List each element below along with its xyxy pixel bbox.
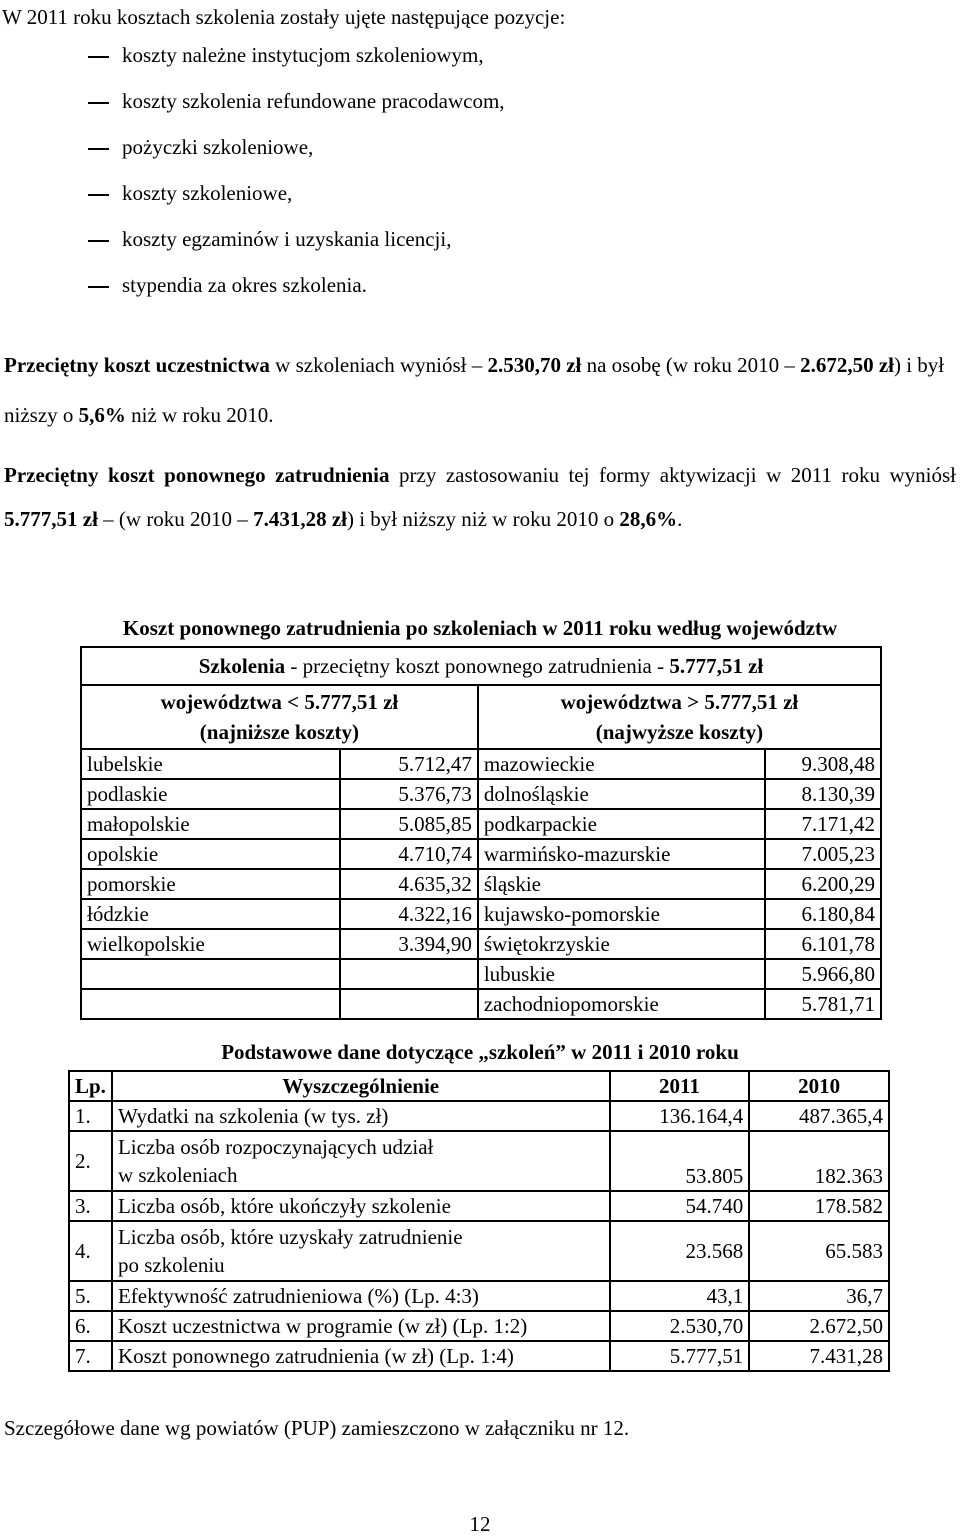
label-line: po szkoleniu [117, 1253, 225, 1277]
value-2010: 7.431,28 [749, 1341, 889, 1371]
voivodeship-name: lubuskie [478, 959, 765, 989]
cost-value: 7.005,23 [765, 839, 881, 869]
voivodeship-cost-table [80, 646, 882, 1020]
list-item: koszty szkoleniowe, [88, 178, 505, 224]
voivodeship-name: dolnośląskie [478, 779, 765, 809]
bold-text: 5.777,51 zł [669, 654, 764, 678]
table-header-row [81, 647, 881, 685]
value-2010: 178.582 [749, 1191, 889, 1221]
voivodeship-name: małopolskie [81, 809, 340, 839]
cost-value: 5.376,73 [340, 779, 478, 809]
table-row [69, 1131, 889, 1191]
voivodeship-name [81, 959, 340, 989]
text: - przeciętny koszt ponownego zatrudnienia - [285, 654, 670, 678]
value-2011: 53.805 [610, 1131, 750, 1191]
bold-text: 5.777,51 zł [4, 507, 98, 531]
column-header-2010: 2010 [749, 1071, 889, 1101]
header-line: województwa > 5.777,51 zł [560, 690, 799, 714]
label-line: Liczba osób rozpoczynających udział [117, 1135, 434, 1159]
voivodeship-name: śląskie [478, 869, 765, 899]
footnote: Szczegółowe dane wg powiatów (PUP) zamieszczono w załączniku nr 12. [4, 1416, 630, 1440]
bold-text: Przeciętny koszt ponownego zatrudnienia [4, 463, 390, 487]
text: – (w roku 2010 – [97, 507, 254, 531]
bold-text: 5,6% [78, 403, 126, 427]
value-2011: 43,1 [610, 1281, 750, 1311]
voivodeship-name: lubelskie [81, 749, 340, 779]
participation-cost-paragraph [4, 340, 956, 440]
column-header-2011: 2011 [610, 1071, 750, 1101]
voivodeship-name: podkarpackie [478, 809, 765, 839]
basic-data-table-title: Podstawowe dane dotyczące „szkoleń” w 2011 i 2010 roku [221, 1040, 739, 1064]
value-2010: 65.583 [749, 1221, 889, 1281]
row-number: 3. [69, 1191, 112, 1221]
table-row [81, 899, 881, 929]
cost-value: 6.200,29 [765, 869, 881, 899]
voivodeship-name: podlaskie [81, 779, 340, 809]
row-label [112, 1221, 610, 1281]
header-line: (najniższe koszty) [199, 720, 360, 744]
row-number: 4. [69, 1221, 112, 1281]
column-header-lp: Lp. [69, 1071, 112, 1101]
table-row [69, 1281, 889, 1311]
voivodeship-name: warmińsko-mazurskie [478, 839, 765, 869]
table-header-cell [81, 647, 881, 685]
voivodeship-name: świętokrzyskie [478, 929, 765, 959]
voivodeship-name: pomorskie [81, 869, 340, 899]
table-header-row [69, 1071, 889, 1101]
bold-text: 2.672,50 zł [800, 353, 894, 377]
column-header-description: Wyszczególnienie [112, 1071, 610, 1101]
intro-text: W 2011 roku kosztach szkolenia zostały ujęte następujące pozycje: [2, 5, 566, 29]
voivodeship-name: zachodniopomorskie [478, 989, 765, 1019]
text: ) i był niższy o [4, 353, 945, 427]
cost-items-list [88, 40, 505, 316]
cost-value [340, 989, 478, 1019]
cost-value: 5.085,85 [340, 809, 478, 839]
cost-value: 5.966,80 [765, 959, 881, 989]
cost-value [340, 959, 478, 989]
voivodeship-table-title: Koszt ponownego zatrudnienia po szkoleniach w 2011 roku według województw [122, 616, 838, 640]
value-2010: 182.363 [749, 1131, 889, 1191]
value-2011: 23.568 [610, 1221, 750, 1281]
table-row [81, 779, 881, 809]
row-label: Koszt ponownego zatrudnienia (w zł) (Lp. 1:4) [112, 1341, 610, 1371]
text: na osobę (w roku 2010 – [581, 353, 801, 377]
table-row [81, 989, 881, 1019]
header-line: województwa < 5.777,51 zł [160, 690, 399, 714]
voivodeship-name [81, 989, 340, 1019]
cost-value: 6.101,78 [765, 929, 881, 959]
list-item: pożyczki szkoleniowe, [88, 132, 505, 178]
table-row [81, 959, 881, 989]
row-number: 5. [69, 1281, 112, 1311]
list-item: stypendia za okres szkolenia. [88, 270, 505, 316]
value-2010: 36,7 [749, 1281, 889, 1311]
row-label: Liczba osób, które ukończyły szkolenie [112, 1191, 610, 1221]
voivodeship-name: łódzkie [81, 899, 340, 929]
label-line: Liczba osób, które uzyskały zatrudnienie [117, 1225, 463, 1249]
table-row [81, 749, 881, 779]
voivodeship-name: kujawsko-pomorskie [478, 899, 765, 929]
label-line: w szkoleniach [117, 1163, 238, 1187]
reemployment-cost-paragraph [4, 453, 956, 541]
row-label: Wydatki na szkolenia (w tys. zł) [112, 1101, 610, 1131]
row-number: 7. [69, 1341, 112, 1371]
row-number: 2. [69, 1131, 112, 1191]
cost-value: 9.308,48 [765, 749, 881, 779]
bold-text: Szkolenia [198, 654, 286, 678]
bold-text: 7.431,28 zł [253, 507, 347, 531]
text: . [677, 507, 683, 531]
value-2011: 5.777,51 [610, 1341, 750, 1371]
lowest-costs-header [81, 685, 478, 749]
value-2011: 54.740 [610, 1191, 750, 1221]
list-item: koszty należne instytucjom szkoleniowym, [88, 40, 505, 86]
row-number: 6. [69, 1311, 112, 1341]
value-2011: 2.530,70 [610, 1311, 750, 1341]
highest-costs-header [478, 685, 881, 749]
voivodeship-name: mazowieckie [478, 749, 765, 779]
basic-data-table [68, 1070, 890, 1372]
cost-value: 7.171,42 [765, 809, 881, 839]
table-row [69, 1191, 889, 1221]
cost-value: 4.710,74 [340, 839, 478, 869]
cost-value: 8.130,39 [765, 779, 881, 809]
row-label [112, 1131, 610, 1191]
bold-text: Przeciętny koszt uczestnictwa [4, 353, 270, 377]
table-row [69, 1221, 889, 1281]
row-label: Efektywność zatrudnieniowa (%) (Lp. 4:3) [112, 1281, 610, 1311]
cost-value: 3.394,90 [340, 929, 478, 959]
cost-value: 4.635,32 [340, 869, 478, 899]
list-item: koszty egzaminów i uzyskania licencji, [88, 224, 505, 270]
voivodeship-name: opolskie [81, 839, 340, 869]
table-row [69, 1311, 889, 1341]
table-row [81, 809, 881, 839]
table-row [81, 869, 881, 899]
header-line: (najwyższe koszty) [595, 720, 764, 744]
text: niż w roku 2010. [125, 403, 274, 427]
row-number: 1. [69, 1101, 112, 1131]
bold-text: 28,6% [619, 507, 678, 531]
value-2011: 136.164,4 [610, 1101, 750, 1131]
table-row [69, 1101, 889, 1131]
table-row [81, 929, 881, 959]
list-item: koszty szkolenia refundowane pracodawcom, [88, 86, 505, 132]
text: przy zastosowaniu tej formy aktywizacji w 2011 roku wyniósł [389, 463, 956, 487]
table-row [69, 1341, 889, 1371]
table-row [81, 839, 881, 869]
value-2010: 487.365,4 [749, 1101, 889, 1131]
cost-value: 6.180,84 [765, 899, 881, 929]
cost-value: 5.781,71 [765, 989, 881, 1019]
bold-text: 2.530,70 zł [487, 353, 582, 377]
text: ) i był niższy niż w roku 2010 o [346, 507, 620, 531]
row-label: Koszt uczestnictwa w programie (w zł) (Lp. 1:2) [112, 1311, 610, 1341]
voivodeship-name: wielkopolskie [81, 929, 340, 959]
page-number: 12 [469, 1512, 491, 1536]
cost-value: 4.322,16 [340, 899, 478, 929]
cost-value: 5.712,47 [340, 749, 478, 779]
text: w szkoleniach wyniósł – [269, 353, 488, 377]
value-2010: 2.672,50 [749, 1311, 889, 1341]
table-subheader-row [81, 685, 881, 749]
